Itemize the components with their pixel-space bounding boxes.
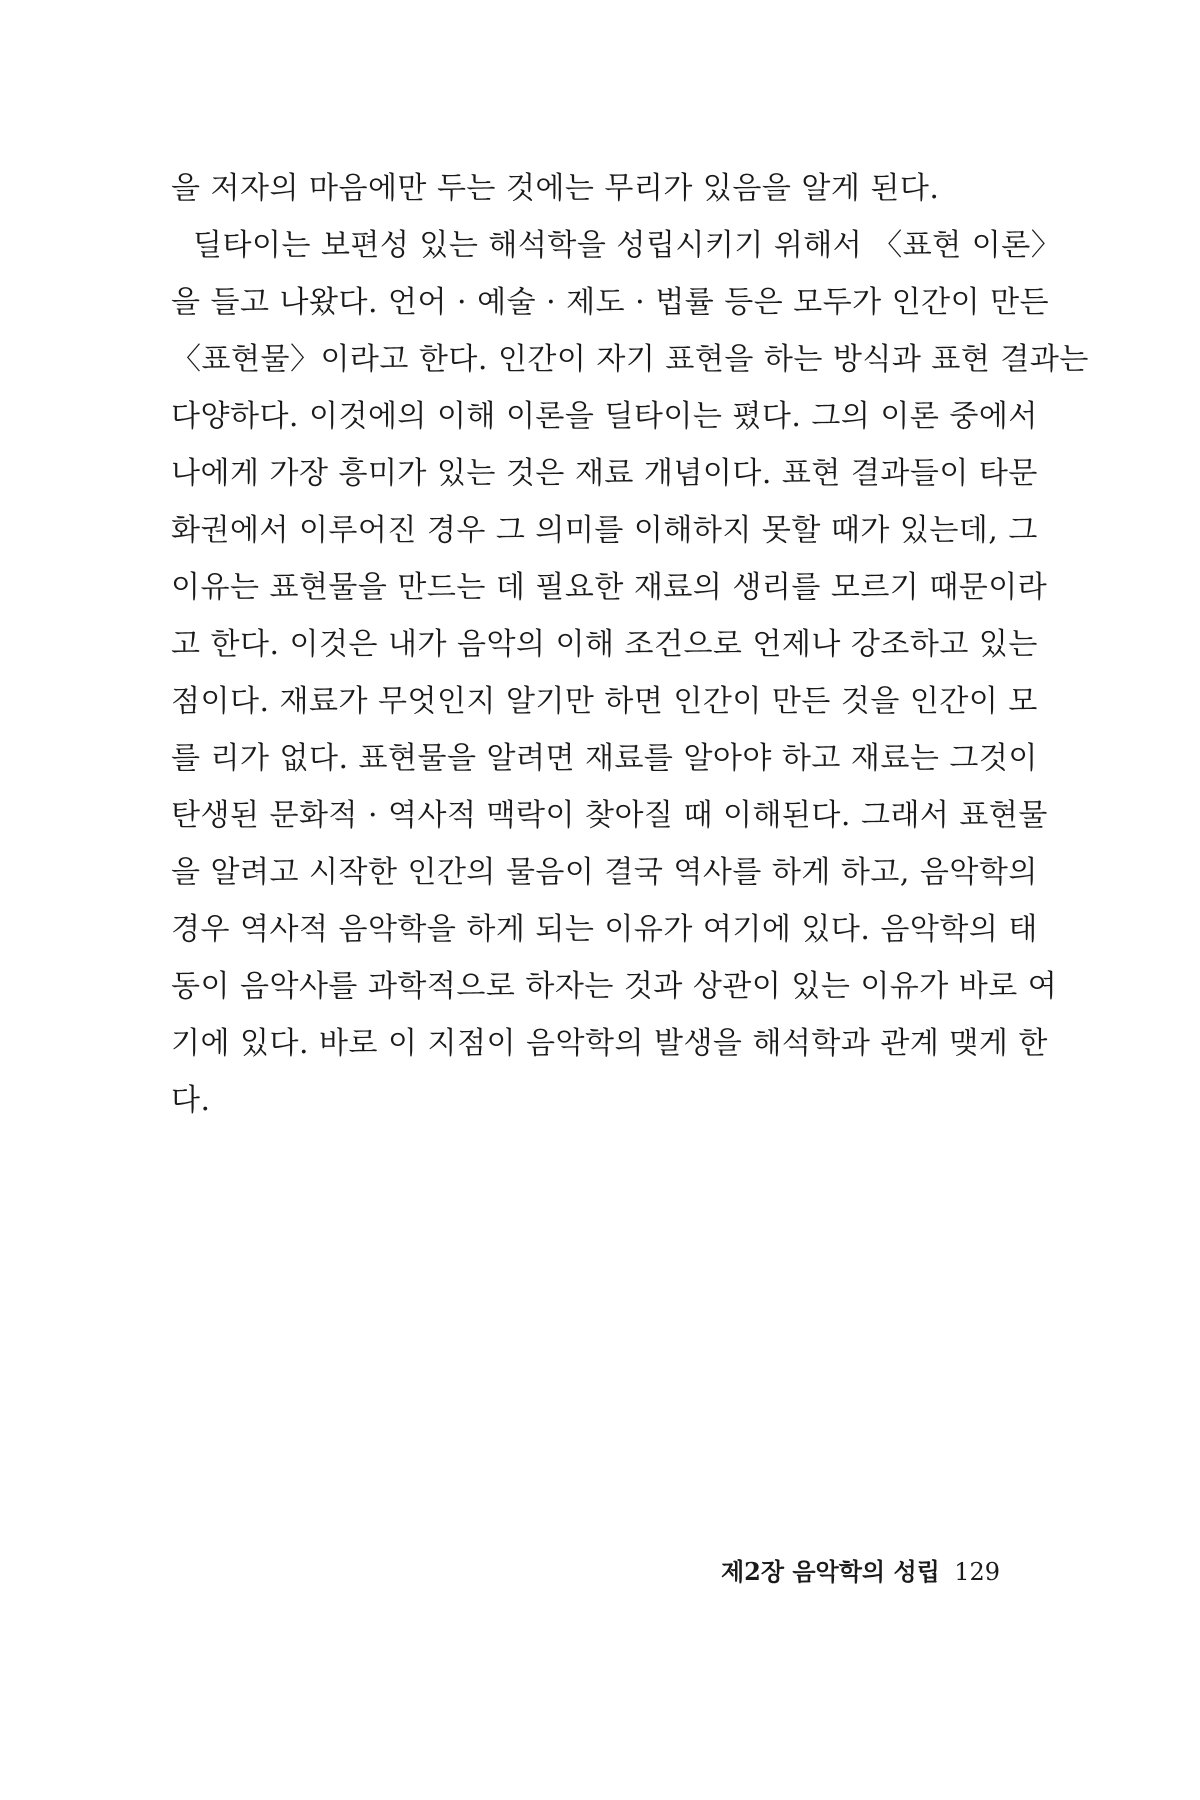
text-line: 화권에서 이루어진 경우 그 의미를 이해하지 못할 때가 있는데, 그 bbox=[171, 513, 1038, 548]
text-line: 를 리가 없다. 표현물을 알려면 재료를 알아야 하고 재료는 그것이 bbox=[171, 741, 1038, 776]
text-line: 동이 음악사를 과학적으로 하자는 것과 상관이 있는 이유가 바로 여 bbox=[171, 969, 1058, 1004]
text-line: 을 들고 나왔다. 언어 · 예술 · 제도 · 법률 등은 모두가 인간이 만든 bbox=[171, 285, 1050, 320]
page-number: 129 bbox=[954, 1558, 1000, 1586]
text-line: 다양하다. 이것에의 이해 이론을 딜타이는 폈다. 그의 이론 중에서 bbox=[171, 399, 1038, 434]
text-line: 기에 있다. 바로 이 지점이 음악학의 발생을 해석학과 관계 맺게 한 bbox=[171, 1026, 1048, 1061]
text-line: 이유는 표현물을 만드는 데 필요한 재료의 생리를 모르기 때문이라 bbox=[171, 570, 1048, 605]
body-text bbox=[171, 160, 1089, 1129]
running-footer bbox=[700, 1552, 1000, 1587]
chapter-title: 제2장 음악학의 성립 bbox=[720, 1557, 940, 1586]
text-line: 탄생된 문화적 · 역사적 맥락이 찾아질 때 이해된다. 그래서 표현물 bbox=[171, 798, 1048, 833]
text-line: 점이다. 재료가 무엇인지 알기만 하면 인간이 만든 것을 인간이 모 bbox=[171, 684, 1038, 719]
text-line: 을 알려고 시작한 인간의 물음이 결국 역사를 하게 하고, 음악학의 bbox=[171, 855, 1038, 890]
text-line: 다. bbox=[171, 1083, 211, 1118]
text-line: 을 저자의 마음에만 두는 것에는 무리가 있음을 알게 된다. bbox=[171, 171, 940, 206]
text-line: 경우 역사적 음악학을 하게 되는 이유가 여기에 있다. 음악학의 태 bbox=[171, 912, 1038, 947]
paragraph-first-line: 딜타이는 보편성 있는 해석학을 성립시키기 위해서 〈표현 이론〉 bbox=[193, 228, 1062, 263]
text-line: 고 한다. 이것은 내가 음악의 이해 조건으로 언제나 강조하고 있는 bbox=[171, 627, 1038, 662]
text-line: 나에게 가장 흥미가 있는 것은 재료 개념이다. 표현 결과들이 타문 bbox=[171, 456, 1038, 491]
text-line: 〈표현물〉이라고 한다. 인간이 자기 표현을 하는 방식과 표현 결과는 bbox=[171, 342, 1089, 377]
